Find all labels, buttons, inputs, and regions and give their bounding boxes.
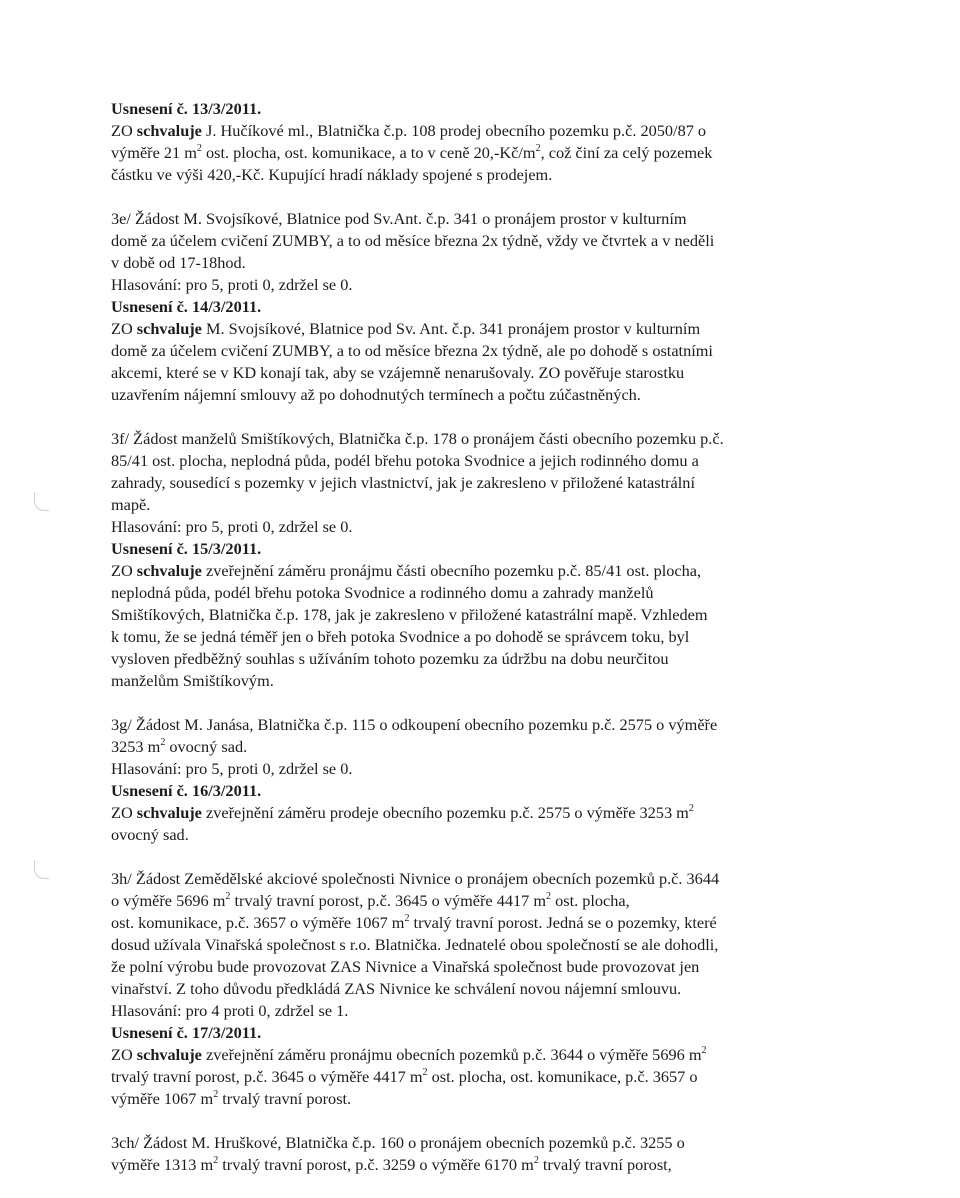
text-run: domě za účelem cvičení ZUMBY, a to od měsíce března 2x týdně, vždy ve čtvrtek a v neděli [111, 231, 715, 250]
superscript: 2 [225, 891, 231, 902]
paragraph-block [111, 208, 841, 406]
text-line [111, 868, 841, 890]
superscript: 2 [404, 913, 410, 924]
text-line [111, 164, 841, 186]
text-line [111, 956, 841, 978]
text-line [111, 1154, 841, 1176]
text-run: ovocný sad. [111, 825, 189, 844]
paragraph-block [111, 98, 841, 186]
text-run: ZO [111, 121, 137, 140]
text-run: Smištíkových, Blatnička č.p. 178, jak je zakresleno v přiložené katastrální mapě. Vzhledem [111, 605, 708, 624]
text-run: ost. plocha, ost. komunikace, a to v ceně 20,-Kč/m [201, 143, 536, 162]
text-line [111, 384, 841, 406]
paragraph-block [111, 428, 841, 692]
text-run: ovocný sad. [165, 737, 248, 756]
text-run: ZO [111, 1045, 137, 1064]
text-line [111, 252, 841, 274]
text-line [111, 978, 841, 1000]
text-run: 85/41 ost. plocha, neplodná půda, podél břehu potoka Svodnice a jejich rodinného domu a [111, 451, 699, 470]
text-line [111, 516, 841, 538]
text-run: 3ch/ Žádost M. Hruškové, Blatnička č.p. 160 o pronájem obecních pozemků p.č. 3255 o [111, 1133, 685, 1152]
text-line [111, 1088, 841, 1110]
text-run: 3253 m [111, 737, 161, 756]
text-line [111, 120, 841, 142]
text-run: v době od 17-18hod. [111, 253, 246, 272]
text-line [111, 538, 841, 560]
bold-text: Usnesení č. 17/3/2011. [111, 1023, 262, 1042]
bold-text: Usnesení č. 15/3/2011. [111, 539, 262, 558]
text-run: výměře 21 m [111, 143, 197, 162]
text-run: vinařství. Z toho důvodu předkládá ZAS Nivnice ke schválení novou nájemní smlouvu. [111, 979, 682, 998]
text-line [111, 934, 841, 956]
text-line [111, 1000, 841, 1022]
bold-text: schvaluje [136, 1045, 202, 1064]
text-line [111, 98, 841, 120]
text-line [111, 626, 841, 648]
text-run: dosud užívala Vinařská společnost s r.o. Blatnička. Jednatelé obou společností se ale dohodli, [111, 935, 719, 954]
text-line [111, 450, 841, 472]
superscript: 2 [422, 1067, 428, 1078]
bold-text: Usnesení č. 16/3/2011. [111, 781, 262, 800]
text-run: částku ve výši 420,-Kč. Kupující hradí náklady spojené s prodejem. [111, 165, 553, 184]
superscript: 2 [535, 143, 541, 154]
text-run: k tomu, že se jedná téměř jen o břeh potoka Svodnice a po dohodě se správcem toku, byl [111, 627, 690, 646]
text-run: trvalý travní porost, p.č. 3645 o výměře 4417 m [111, 1067, 423, 1086]
text-line [111, 736, 841, 758]
superscript: 2 [160, 737, 166, 748]
superscript: 2 [196, 143, 202, 154]
text-line [111, 318, 841, 340]
superscript: 2 [213, 1155, 219, 1166]
text-line [111, 1022, 841, 1044]
text-run: 3e/ Žádost M. Svojsíkové, Blatnice pod Sv.Ant. č.p. 341 o pronájem prostor v kulturním [111, 209, 687, 228]
text-run: výměře 1067 m [111, 1089, 214, 1108]
superscript: 2 [533, 1155, 539, 1166]
text-line [111, 1132, 841, 1154]
text-run: vysloven předběžný souhlas s užíváním tohoto pozemku za údržbu na dobu neurčitou [111, 649, 669, 668]
text-line [111, 780, 841, 802]
text-run: Hlasování: pro 5, proti 0, zdržel se 0. [111, 275, 353, 294]
text-run: o výměře 5696 m [111, 891, 226, 910]
text-line [111, 582, 841, 604]
text-line [111, 560, 841, 582]
text-line [111, 670, 841, 692]
text-run: zveřejnění záměru pronájmu části obecního pozemku p.č. 85/41 ost. plocha, [201, 561, 702, 580]
superscript: 2 [701, 1045, 707, 1056]
text-run: J. Hučíkové ml., Blatnička č.p. 108 prodej obecního pozemku p.č. 2050/87 o [201, 121, 707, 140]
text-line [111, 428, 841, 450]
text-run: trvalý travní porost. Jedná se o pozemky, které [409, 913, 717, 932]
text-line [111, 912, 841, 934]
punch-mark-lower [34, 860, 49, 879]
bold-text: schvaluje [136, 561, 202, 580]
text-line [111, 296, 841, 318]
text-line [111, 758, 841, 780]
superscript: 2 [213, 1089, 219, 1100]
text-run: mapě. [111, 495, 151, 514]
text-run: , což činí za celý pozemek [540, 143, 713, 162]
bold-text: schvaluje [136, 803, 202, 822]
punch-mark-upper [34, 492, 49, 511]
paragraph-block [111, 868, 841, 1110]
superscript: 2 [546, 891, 552, 902]
text-run: ZO [111, 319, 137, 338]
text-line [111, 802, 841, 824]
text-run: ZO [111, 803, 137, 822]
text-run: ZO [111, 561, 137, 580]
text-run: výměře 1313 m [111, 1155, 214, 1174]
text-run: M. Svojsíkové, Blatnice pod Sv. Ant. č.p. 341 pronájem prostor v kulturním [201, 319, 701, 338]
text-run: uzavřením nájemní smlouvy až po dohodnutých termínech a počtu zúčastněných. [111, 385, 641, 404]
text-line [111, 648, 841, 670]
text-run: domě za účelem cvičení ZUMBY, a to od měsíce března 2x týdně, ale po dohodě s ostatními [111, 341, 713, 360]
paragraph-block [111, 1132, 841, 1176]
text-run: trvalý travní porost, p.č. 3259 o výměře 6170 m [218, 1155, 534, 1174]
text-run: trvalý travní porost. [218, 1089, 352, 1108]
text-line [111, 824, 841, 846]
document-page [111, 98, 841, 1198]
text-line [111, 1066, 841, 1088]
superscript: 2 [688, 803, 694, 814]
text-line [111, 208, 841, 230]
text-line [111, 472, 841, 494]
text-run: zveřejnění záměru pronájmu obecních pozemků p.č. 3644 o výměře 5696 m [201, 1045, 702, 1064]
text-line [111, 230, 841, 252]
text-run: Hlasování: pro 5, proti 0, zdržel se 0. [111, 759, 353, 778]
text-run: 3h/ Žádost Zemědělské akciové společnosti Nivnice o pronájem obecních pozemků p.č. 3644 [111, 869, 720, 888]
text-run: ost. plocha, [551, 891, 630, 910]
text-run: Hlasování: pro 4 proti 0, zdržel se 1. [111, 1001, 349, 1020]
text-run: ost. komunikace, p.č. 3657 o výměře 1067 m [111, 913, 405, 932]
bold-text: Usnesení č. 13/3/2011. [111, 99, 262, 118]
bold-text: schvaluje [136, 121, 202, 140]
text-run: akcemi, které se v KD konají tak, aby se vzájemně nenarušovaly. ZO pověřuje starostku [111, 363, 685, 382]
text-run: Hlasování: pro 5, proti 0, zdržel se 0. [111, 517, 353, 536]
text-run: manželům Smištíkovým. [111, 671, 274, 690]
bold-text: schvaluje [136, 319, 202, 338]
text-line [111, 1044, 841, 1066]
text-run: neplodná půda, podél břehu potoka Svodnice a rodinného domu a zahrady manželů [111, 583, 654, 602]
text-run: ost. plocha, ost. komunikace, p.č. 3657 o [427, 1067, 698, 1086]
text-line [111, 142, 841, 164]
text-line [111, 494, 841, 516]
text-run: že polní výrobu bude provozovat ZAS Nivnice a Vinařská společnost bude provozovat jen [111, 957, 700, 976]
text-run: 3g/ Žádost M. Janása, Blatnička č.p. 115 o odkoupení obecního pozemku p.č. 2575 o výměře [111, 715, 718, 734]
text-line [111, 274, 841, 296]
text-line [111, 340, 841, 362]
text-line [111, 714, 841, 736]
text-line [111, 362, 841, 384]
bold-text: Usnesení č. 14/3/2011. [111, 297, 262, 316]
paragraph-block [111, 714, 841, 846]
text-run: trvalý travní porost, p.č. 3645 o výměře 4417 m [230, 891, 547, 910]
text-line [111, 604, 841, 626]
text-run: trvalý travní porost, [538, 1155, 672, 1174]
text-run: zveřejnění záměru prodeje obecního pozemku p.č. 2575 o výměře 3253 m [201, 803, 689, 822]
text-run: 3f/ Žádost manželů Smištíkových, Blatnička č.p. 178 o pronájem části obecního pozemku p.č. [111, 429, 724, 448]
text-line [111, 890, 841, 912]
text-run: zahrady, sousedící s pozemky v jejich vlastnictví, jak je zakresleno v přiložené katastrální [111, 473, 695, 492]
